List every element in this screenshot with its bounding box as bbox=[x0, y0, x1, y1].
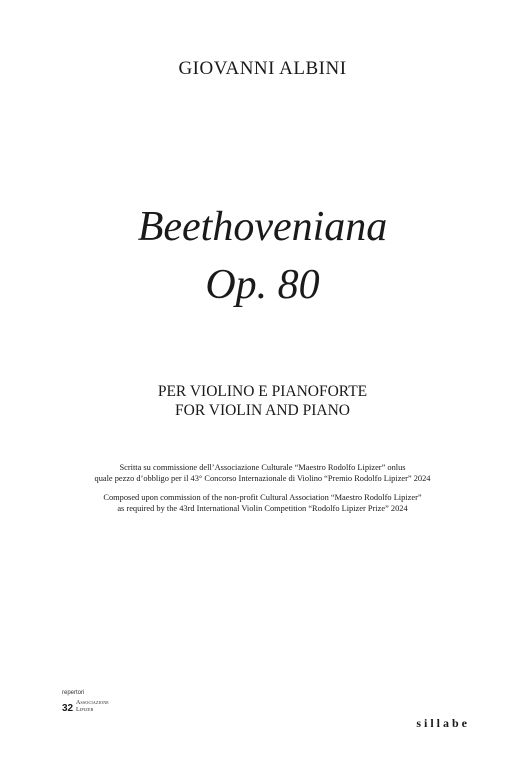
subtitle-italian: PER VIOLINO E PIANOFORTE bbox=[157, 383, 368, 400]
publisher-logo: sillabe bbox=[416, 716, 470, 730]
association-name-line1: Associazione bbox=[76, 700, 109, 706]
work-title: Beethoveniana bbox=[137, 204, 388, 250]
series-number: 32 bbox=[62, 703, 74, 714]
association-name-line2: Lipizer bbox=[76, 707, 94, 713]
opus-number: Op. 80 bbox=[205, 262, 320, 308]
subtitle-english: FOR VIOLIN AND PIANO bbox=[175, 402, 350, 419]
commission-note-english-line2: as required by the 43rd International Violin Competition “Rodolfo Lipizer Prize” 2024 bbox=[117, 504, 408, 513]
commission-note-english-line1: Composed upon commission of the non-profit Cultural Association “Maestro Rodolfo Lipizer” bbox=[103, 493, 422, 502]
series-label: repertori bbox=[62, 690, 85, 696]
commission-note-italian-line1: Scritta su commissione dell’Associazione Culturale “Maestro Rodolfo Lipizer” onlus bbox=[119, 463, 406, 472]
composer-name: GIOVANNI ALBINI bbox=[178, 58, 347, 79]
commission-note-italian-line2: quale pezzo d’obbligo per il 43° Concorso Internazionale di Violino “Premio Rodolfo Lipizer” 2024 bbox=[94, 474, 431, 483]
series-logo bbox=[62, 690, 142, 724]
